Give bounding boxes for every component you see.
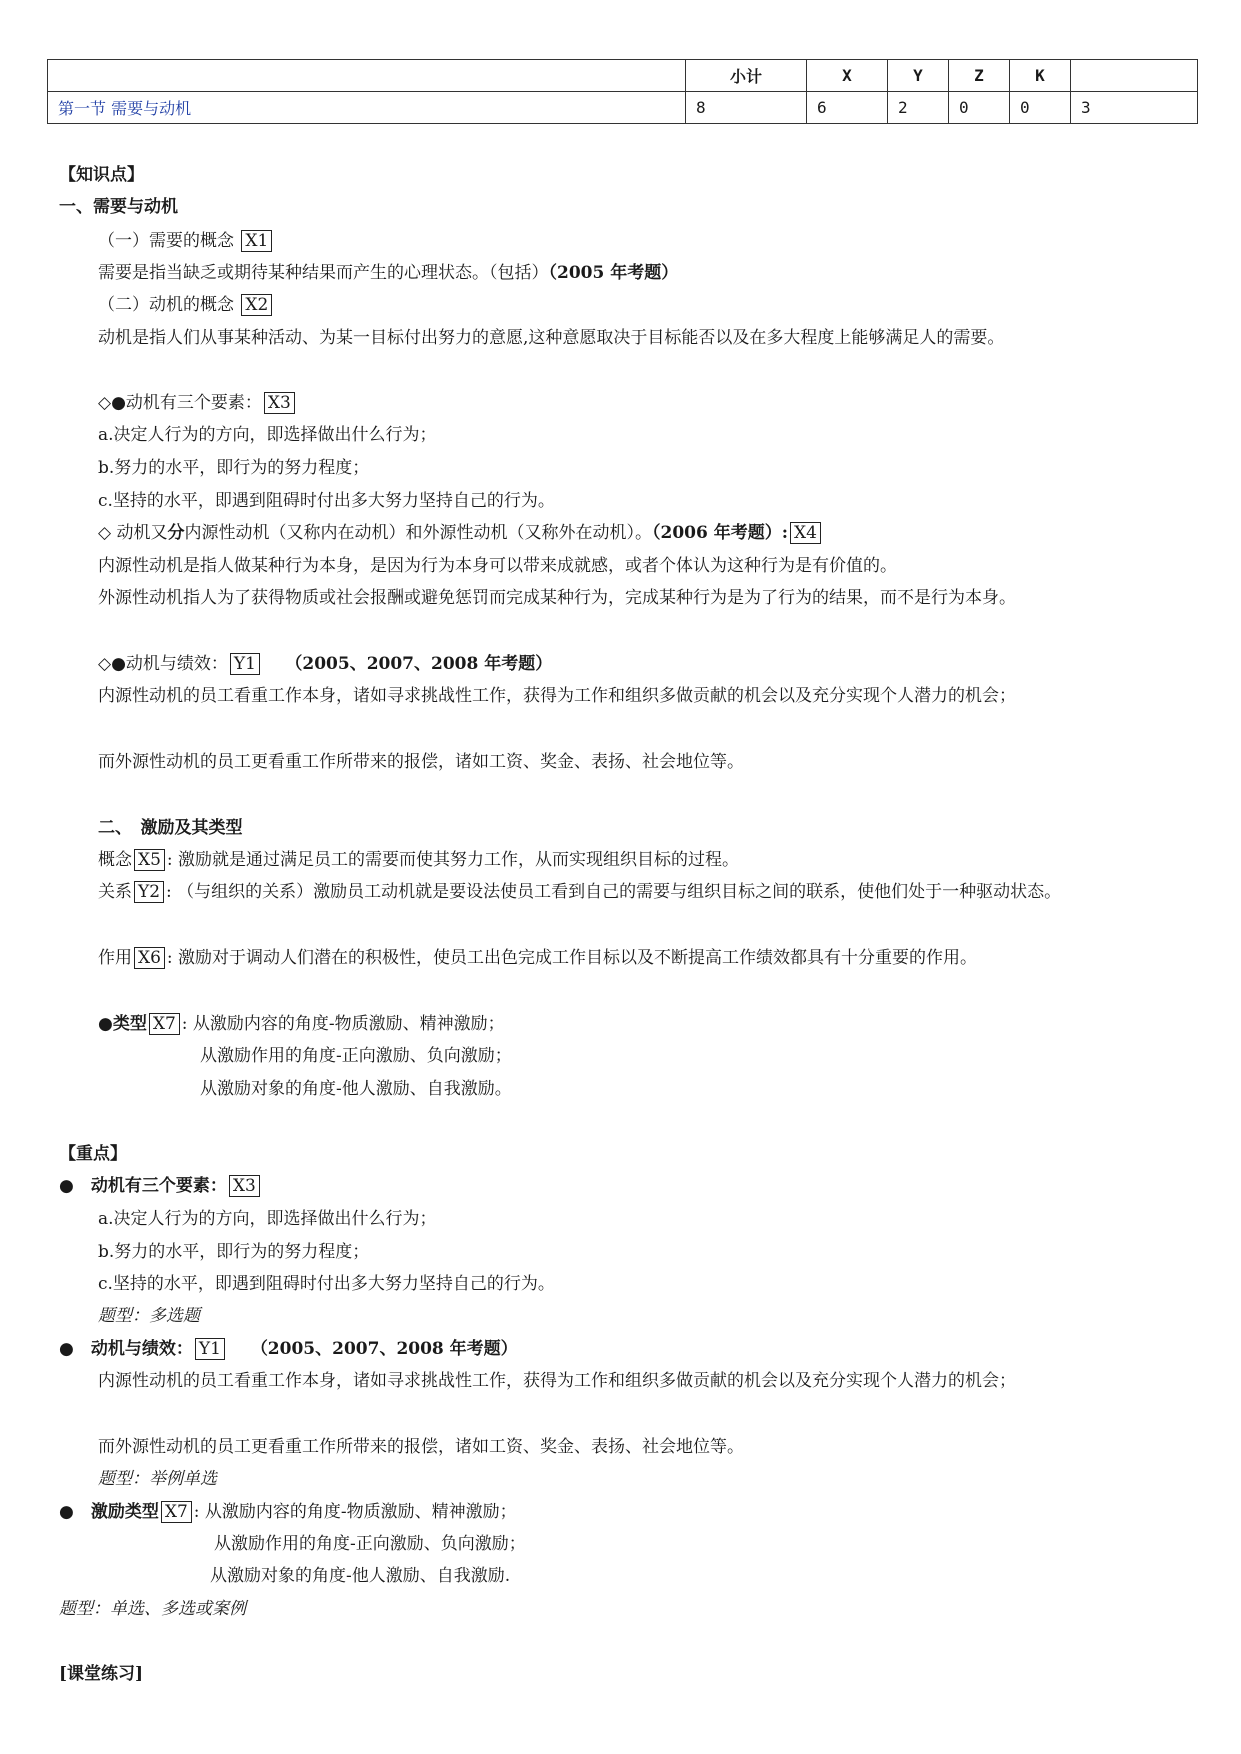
element-a: a.决定人行为的方向，即选择做出什么行为； bbox=[98, 425, 437, 445]
table-header-row bbox=[48, 60, 1198, 92]
tag-x2: X2 bbox=[241, 294, 272, 316]
table-cell: 6 bbox=[807, 92, 888, 124]
table-header-cell: Z bbox=[949, 60, 1010, 92]
key-type-3: 从激励对象的角度-他人激励、自我激励. bbox=[210, 1566, 511, 1586]
key-type-2: 从激励作用的角度-正向激励、负向激励； bbox=[214, 1534, 526, 1554]
key-extrinsic: 而外源性动机的员工更看重工作所带来的报偿，诸如工资、奖金、表扬、社会地位等。 bbox=[98, 1437, 744, 1457]
need-definition bbox=[98, 261, 678, 285]
key-element-c: c.坚持的水平，即遇到阻碍时付出多大努力坚持自己的行为。 bbox=[98, 1274, 555, 1294]
types-label: ●类型 bbox=[98, 1014, 147, 1034]
tag-y2: Y2 bbox=[134, 881, 164, 903]
incentive-relation bbox=[98, 880, 1061, 904]
incentive-types bbox=[98, 1012, 505, 1036]
performance-intrinsic: 内源性动机的员工看重工作本身，诸如寻求挑战性工作，获得为工作和组织多做贡献的机会以及充分实现个人潜力的机会； bbox=[98, 686, 1016, 706]
types-prefix: ◇ 动机又 bbox=[98, 523, 168, 543]
key-point-2-title bbox=[59, 1337, 518, 1361]
table-cell: 0 bbox=[949, 92, 1010, 124]
tag-y1: Y1 bbox=[230, 653, 260, 675]
tag-x3: X3 bbox=[264, 392, 295, 414]
type-1: : 从激励内容的角度-物质激励、精神激励； bbox=[181, 1014, 505, 1034]
tag-y1: Y1 bbox=[195, 1338, 225, 1360]
question-type: 题型：单选、多选或案例 bbox=[59, 1599, 246, 1619]
key-point-3-label: ● 激励类型 bbox=[59, 1502, 159, 1522]
exam-year: （2005、2007、2008 年考题） bbox=[250, 1339, 518, 1359]
exam-year: （2005 年考题） bbox=[548, 263, 679, 283]
key-intrinsic: 内源性动机的员工看重工作本身，诸如寻求挑战性工作，获得为工作和组织多做贡献的机会以及充分实现个人潜力的机会； bbox=[98, 1371, 1016, 1391]
relation-text: : （与组织的关系）激励员工动机就是要设法使员工看到自己的需要与组织目标之间的联系，使他们处于一种驱动状态。 bbox=[166, 882, 1062, 902]
stats-table bbox=[47, 59, 1198, 124]
effect-label: 作用 bbox=[98, 948, 132, 968]
type-2: 从激励作用的角度-正向激励、负向激励； bbox=[200, 1046, 512, 1066]
performance-label: ◇●动机与绩效： bbox=[98, 654, 228, 674]
concept-text: : 激励就是通过满足员工的需要而使其努力工作，从而实现组织目标的过程。 bbox=[166, 850, 740, 870]
question-type: 题型：举例单选 bbox=[98, 1469, 217, 1489]
section-1-title: 一、需要与动机 bbox=[59, 197, 178, 217]
tag-x6: X6 bbox=[134, 947, 165, 969]
key-point-1-label: ● 动机有三个要素： bbox=[59, 1176, 227, 1196]
table-header-cell bbox=[48, 60, 686, 92]
tag-x5: X5 bbox=[134, 849, 165, 871]
types-bold: 分 bbox=[167, 523, 185, 543]
key-element-a: a.决定人行为的方向，即选择做出什么行为； bbox=[98, 1209, 437, 1229]
key-point-2-label: ● 动机与绩效： bbox=[59, 1339, 193, 1359]
types-text: 内源性动机（又称内在动机）和外源性动机（又称外在动机）。 bbox=[184, 523, 652, 543]
type-3: 从激励对象的角度-他人激励、自我激励。 bbox=[200, 1079, 512, 1099]
table-header-cell: X bbox=[807, 60, 888, 92]
key-points-heading: 【重点】 bbox=[59, 1144, 127, 1164]
motive-definition: 动机是指人们从事某种活动、为某一目标付出努力的意愿,这种意愿取决于目标能否以及在多大程度上能够满足人的需要。 bbox=[98, 328, 1005, 348]
extrinsic-definition: 外源性动机指人为了获得物质或社会报酬或避免惩罚而完成某种行为，完成某种行为是为了行为的结果，而不是行为本身。 bbox=[98, 588, 1016, 608]
need-definition-text: 需要是指当缺乏或期待某种结果而产生的心理状态。（包括） bbox=[98, 263, 549, 283]
table-row bbox=[48, 92, 1198, 124]
motive-concept-line bbox=[98, 293, 274, 317]
tag-x1: X1 bbox=[241, 230, 272, 252]
exam-year: （2005、2007、2008 年考题） bbox=[285, 654, 553, 674]
practice-heading: [课堂练习] bbox=[59, 1664, 144, 1684]
motive-concept-label: （二）动机的概念 bbox=[98, 295, 234, 315]
need-concept-label: （一）需要的概念 bbox=[98, 231, 234, 251]
key-point-1-title bbox=[59, 1174, 262, 1198]
key-point-3-title bbox=[59, 1500, 517, 1524]
element-c: c.坚持的水平，即遇到阻碍时付出多大努力坚持自己的行为。 bbox=[98, 491, 555, 511]
motive-performance-title bbox=[98, 652, 552, 676]
table-cell: 8 bbox=[686, 92, 807, 124]
concept-label: 概念 bbox=[98, 850, 132, 870]
effect-text: : 激励对于调动人们潜在的积极性，使员工出色完成工作目标以及不断提高工作绩效都具有十分重要的作用。 bbox=[166, 948, 978, 968]
tag-x7: X7 bbox=[161, 1501, 192, 1523]
table-header-cell: Y bbox=[888, 60, 949, 92]
element-b: b.努力的水平，即行为的努力程度； bbox=[98, 458, 370, 478]
knowledge-heading: 【知识点】 bbox=[59, 165, 144, 185]
motive-elements-label: ◇●动机有三个要素： bbox=[98, 393, 262, 413]
table-header-cell bbox=[1071, 60, 1198, 92]
table-header-cell: K bbox=[1010, 60, 1071, 92]
relation-label: 关系 bbox=[98, 882, 132, 902]
motive-types-line bbox=[98, 521, 823, 545]
key-type-1: : 从激励内容的角度-物质激励、精神激励； bbox=[193, 1502, 517, 1522]
section-link[interactable]: 第一节 需要与动机 bbox=[48, 92, 686, 124]
table-header-cell: 小计 bbox=[686, 60, 807, 92]
tag-x4: X4 bbox=[790, 522, 821, 544]
need-concept-line bbox=[98, 229, 274, 253]
incentive-concept bbox=[98, 848, 739, 872]
motive-elements-title bbox=[98, 391, 297, 415]
tag-x3: X3 bbox=[229, 1175, 260, 1197]
question-type: 题型：多选题 bbox=[98, 1306, 200, 1326]
table-cell: 3 bbox=[1071, 92, 1198, 124]
section-2-title: 二、 激励及其类型 bbox=[98, 818, 243, 838]
tag-x7: X7 bbox=[149, 1013, 180, 1035]
incentive-effect bbox=[98, 946, 977, 970]
exam-year: （2006 年考题）: bbox=[651, 523, 788, 543]
table-cell: 2 bbox=[888, 92, 949, 124]
performance-extrinsic: 而外源性动机的员工更看重工作所带来的报偿，诸如工资、奖金、表扬、社会地位等。 bbox=[98, 752, 744, 772]
table-cell: 0 bbox=[1010, 92, 1071, 124]
key-element-b: b.努力的水平，即行为的努力程度； bbox=[98, 1242, 370, 1262]
intrinsic-definition: 内源性动机是指人做某种行为本身，是因为行为本身可以带来成就感，或者个体认为这种行为是有价值的。 bbox=[98, 556, 897, 576]
